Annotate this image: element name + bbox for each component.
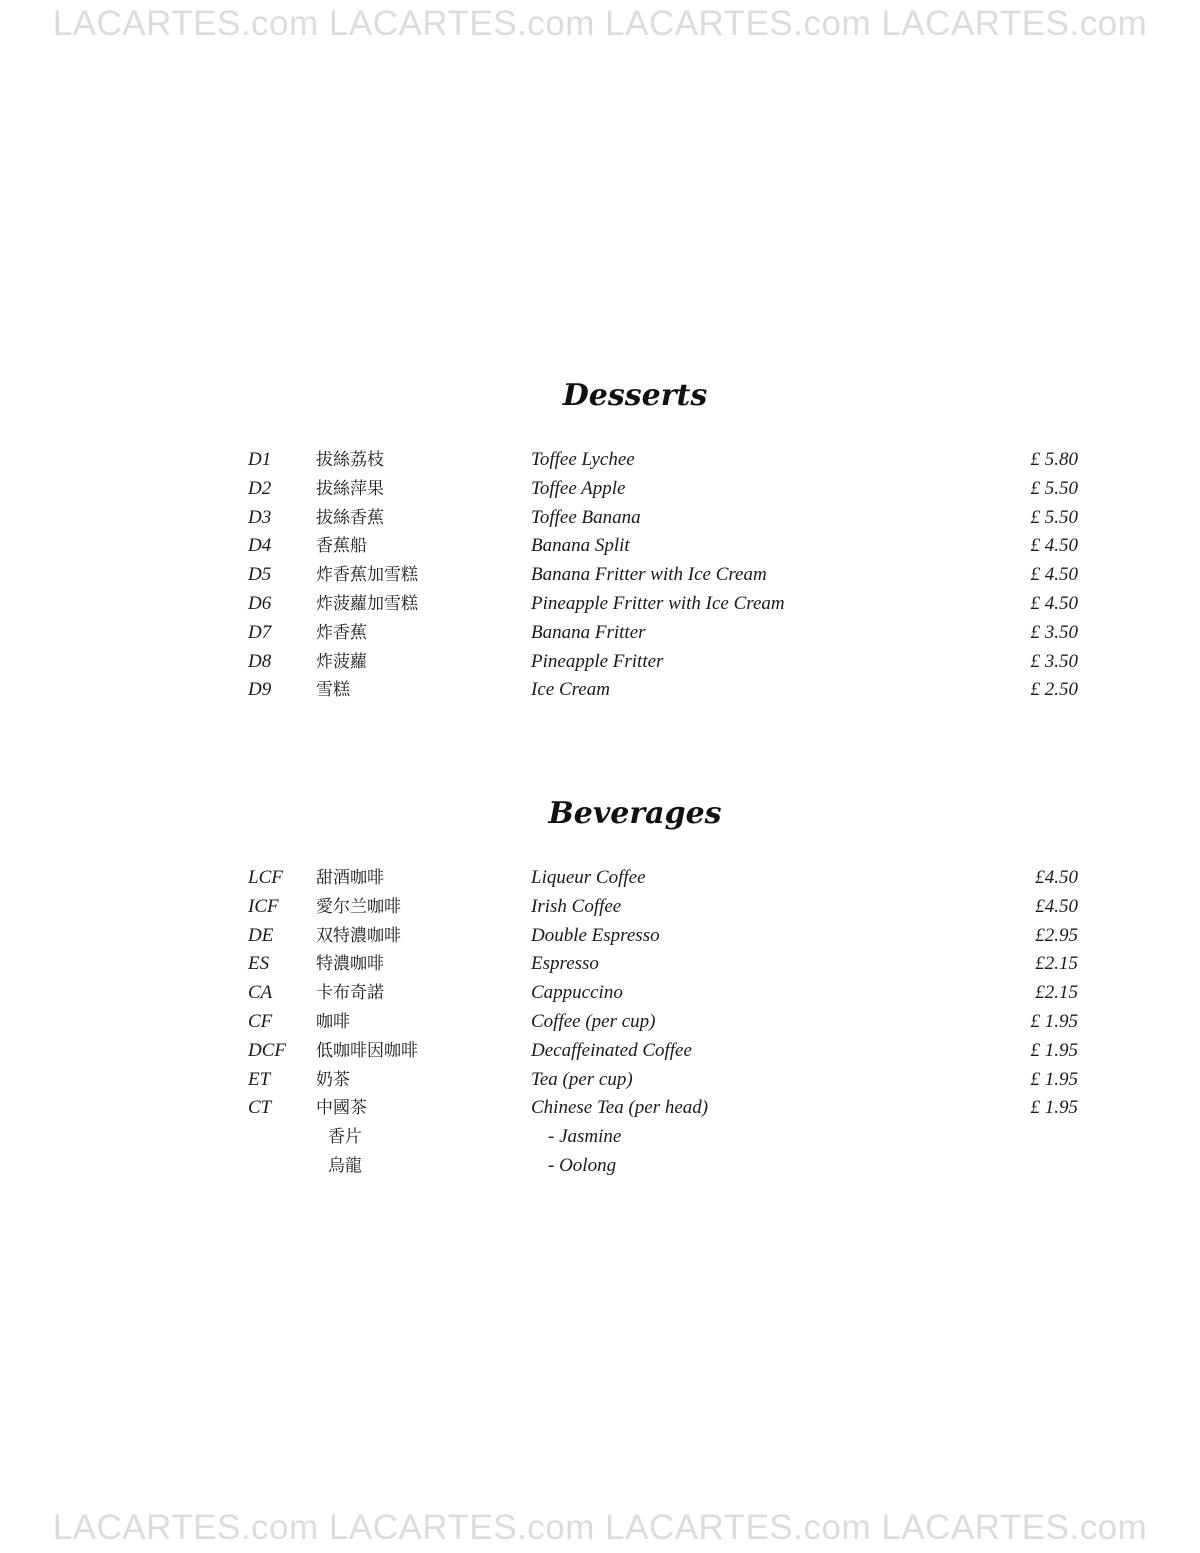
- item-chinese-name: 炸香蕉: [316, 622, 367, 643]
- item-price: £ 3.50: [1030, 650, 1078, 672]
- item-code: CT: [248, 1097, 272, 1119]
- item-english-name: Pineapple Fritter with Ice Cream: [531, 592, 785, 614]
- item-price: £ 3.50: [1030, 621, 1078, 643]
- tea-option-oolong: [0, 1152, 1200, 1181]
- menu-item-dcf: [0, 1037, 1200, 1066]
- item-chinese-name: 拔絲荔枝: [316, 450, 384, 470]
- menu-item-es: [0, 950, 1200, 979]
- tea-option-jasmine: [0, 1123, 1200, 1152]
- item-price: £ 5.50: [1030, 506, 1078, 528]
- menu-item-d2: [0, 475, 1200, 504]
- desserts-title: Desserts: [562, 378, 708, 413]
- menu-item-ca: [0, 979, 1200, 1008]
- item-chinese-name: 低咖啡因咖啡: [316, 1040, 418, 1061]
- item-chinese-name: 愛尔兰咖啡: [316, 896, 401, 917]
- item-chinese-name: 咖啡: [316, 1011, 350, 1032]
- item-english-name: Espresso: [531, 953, 599, 975]
- item-chinese-name: 炸菠蘿加雪糕: [316, 593, 418, 614]
- tea-option-chinese-name: 香片: [328, 1127, 362, 1148]
- tea-option-english-name: - Jasmine: [548, 1126, 622, 1148]
- desserts-list: [0, 446, 1200, 705]
- item-code: D3: [248, 506, 272, 528]
- menu-item-cf: [0, 1008, 1200, 1037]
- item-code: DCF: [248, 1039, 286, 1061]
- item-price: £4.50: [1035, 867, 1078, 888]
- item-price: £ 2.50: [1030, 679, 1078, 701]
- item-code: D7: [248, 621, 272, 643]
- menu-item-d8: [0, 648, 1200, 677]
- menu-item-icf: [0, 893, 1200, 922]
- item-chinese-name: 拔絲香蕉: [316, 507, 384, 528]
- menu-item-d4: [0, 532, 1200, 561]
- item-price: £ 4.50: [1030, 564, 1078, 586]
- item-price: £2.95: [1035, 924, 1078, 946]
- item-code: ICF: [248, 895, 279, 917]
- item-code: DE: [248, 924, 274, 946]
- item-code: D9: [248, 679, 272, 701]
- item-code: ET: [248, 1068, 271, 1090]
- item-chinese-name: 炸香蕉加雪糕: [316, 565, 418, 586]
- item-code: D8: [248, 650, 272, 672]
- menu-item-d9: [0, 676, 1200, 705]
- item-chinese-name: 特濃咖啡: [316, 954, 384, 975]
- item-price: £ 1.95: [1030, 1097, 1078, 1119]
- watermark-top: LACARTES.com LACARTES.com LACARTES.com LACARTES.com: [52, 4, 1148, 43]
- item-chinese-name: 甜酒咖啡: [316, 868, 384, 888]
- menu-item-et: [0, 1066, 1200, 1095]
- item-code: D6: [248, 592, 272, 614]
- item-code: LCF: [248, 867, 283, 888]
- tea-option-english-name: - Oolong: [548, 1154, 617, 1176]
- item-english-name: Irish Coffee: [531, 895, 622, 917]
- item-code: D2: [248, 477, 272, 499]
- menu-item-ct: [0, 1094, 1200, 1123]
- item-english-name: Toffee Lychee: [531, 449, 635, 470]
- item-english-name: Chinese Tea (per head): [531, 1097, 709, 1119]
- watermark-bottom: LACARTES.com LACARTES.com LACARTES.com LACARTES.com: [52, 1508, 1148, 1547]
- item-english-name: Banana Fritter: [531, 621, 646, 643]
- item-chinese-name: 雪糕: [316, 680, 350, 701]
- item-english-name: Ice Cream: [531, 679, 610, 701]
- item-english-name: Cappuccino: [531, 982, 623, 1004]
- item-english-name: Coffee (per cup): [531, 1010, 656, 1032]
- beverages-list: [0, 864, 1200, 1181]
- item-price: £ 1.95: [1030, 1039, 1078, 1061]
- item-price: £ 5.50: [1030, 477, 1078, 499]
- item-price: £ 4.50: [1030, 535, 1078, 557]
- item-chinese-name: 奶茶: [316, 1069, 350, 1090]
- item-code: ES: [248, 953, 270, 975]
- item-english-name: Toffee Banana: [531, 506, 641, 528]
- item-code: CF: [248, 1010, 273, 1032]
- beverages-title: Beverages: [548, 796, 722, 831]
- item-price: £2.15: [1035, 982, 1078, 1004]
- item-price: £ 4.50: [1030, 592, 1078, 614]
- menu-item-de: [0, 922, 1200, 951]
- item-english-name: Banana Split: [531, 535, 630, 557]
- item-chinese-name: 卡布奇諾: [316, 983, 384, 1004]
- item-price: £ 1.95: [1030, 1010, 1078, 1032]
- menu-item-d7: [0, 619, 1200, 648]
- item-chinese-name: 炸菠蘿: [316, 651, 367, 672]
- item-english-name: Pineapple Fritter: [531, 650, 664, 672]
- item-english-name: Tea (per cup): [531, 1068, 633, 1090]
- item-chinese-name: 香蕉船: [316, 536, 367, 557]
- item-code: D1: [248, 449, 272, 470]
- item-price: £2.15: [1035, 953, 1078, 975]
- item-chinese-name: 双特濃咖啡: [316, 925, 401, 946]
- item-code: CA: [248, 982, 273, 1004]
- item-price: £4.50: [1035, 895, 1078, 917]
- menu-item-lcf: [0, 864, 1200, 893]
- tea-option-chinese-name: 烏龍: [328, 1155, 362, 1176]
- menu-item-d1: [0, 446, 1200, 475]
- item-price: £ 5.80: [1030, 449, 1078, 470]
- item-english-name: Toffee Apple: [531, 477, 626, 499]
- item-price: £ 1.95: [1030, 1068, 1078, 1090]
- menu-item-d5: [0, 561, 1200, 590]
- menu-item-d3: [0, 504, 1200, 533]
- item-english-name: Double Espresso: [531, 924, 660, 946]
- item-code: D5: [248, 564, 272, 586]
- item-code: D4: [248, 535, 272, 557]
- item-english-name: Liqueur Coffee: [531, 867, 646, 888]
- menu-item-d6: [0, 590, 1200, 619]
- item-english-name: Decaffeinated Coffee: [531, 1039, 692, 1061]
- item-chinese-name: 拔絲萍果: [316, 478, 384, 499]
- item-english-name: Banana Fritter with Ice Cream: [531, 564, 767, 586]
- item-chinese-name: 中國茶: [316, 1098, 367, 1119]
